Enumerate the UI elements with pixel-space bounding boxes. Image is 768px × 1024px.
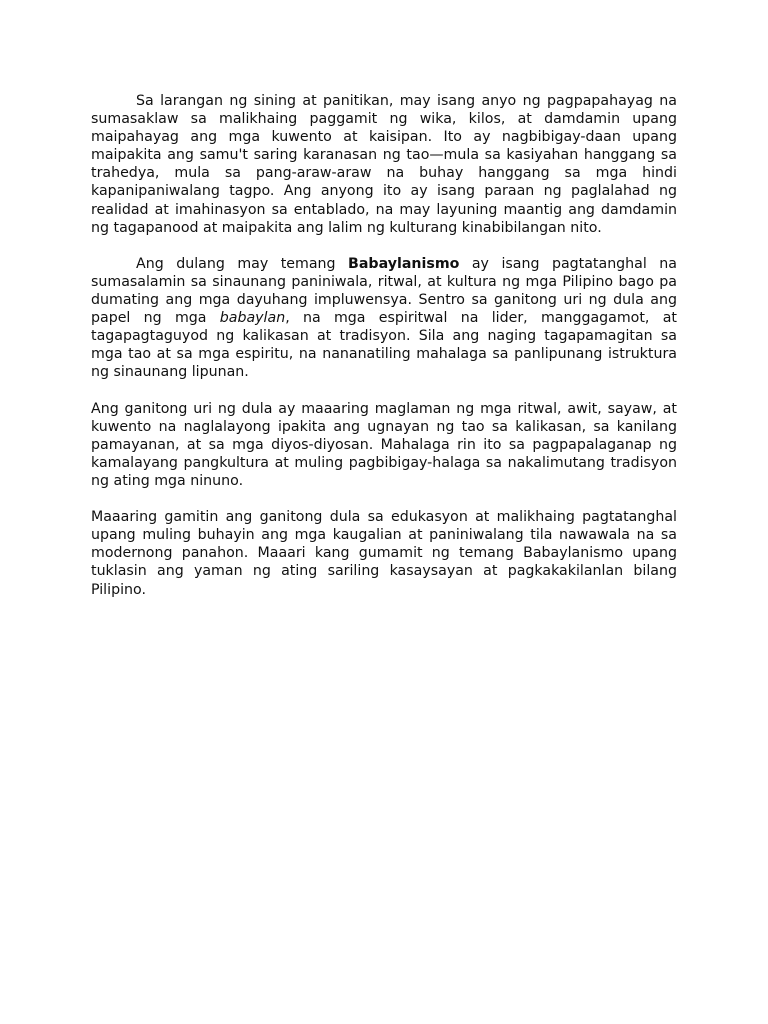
- paragraph-3: Ang ganitong uri ng dula ay maaaring maglaman ng mga ritwal, awit, sayaw, at kuwento na naglalayong ipakita ang ugnayan ng tao sa kalikasan, sa kanilang pamayanan, at sa mga diyos-diyosan. Mahalaga rin ito sa pagpapalaganap ng kamalayang pangkultura at muling pagbibigay-halaga sa nakalimutang tradisyon ng ating mga ninuno.: [91, 400, 677, 489]
- bold-term-babaylanismo: Babaylanismo: [348, 255, 460, 272]
- paragraph-2-intro: Ang dulang may temang: [136, 255, 349, 272]
- italic-term-babaylan: babaylan: [219, 310, 286, 327]
- paragraph-1: Sa larangan ng sining at panitikan, may isang anyo ng pagpapahayag na sumasaklaw sa malikhaing paggamit ng wika, kilos, at damdamin upang maipahayag ang mga kuwento at kaisipan. Ito ay nagbibigay-daan upang maipakita ang samu't saring karanasan ng tao—mula sa kasiyahan hanggang sa trahedya, mula sa pang-araw-araw na buhay hanggang sa mga hindi kapanipaniwalang tagpo. Ang anyong ito ay isang paraan ng paglalahad ng realidad at imahinasyon sa entablado, na may layuning maantig ang damdamin ng tagapanood at maipakita ang lalim ng kulturang kinabibilangan nito.: [91, 93, 677, 236]
- paragraph-2-middle: ay isang pagtatanghal na sumasalamin sa sinaunang paniniwala, ritwal, at kultura ng mga Pilipino bago pa dumating ang mga dayuhang impluwensya. Sentro sa ganitong uri ng dula ang papel ng mga: [91, 255, 677, 327]
- paragraph-4: Maaaring gamitin ang ganitong dula sa edukasyon at malikhaing pagtatanghal upang muling buhayin ang mga kaugalian at paniniwalang tila nawawala na sa modernong panahon. Maaari kang gumamit ng temang Babaylanismo upang tuklasin ang yaman ng ating sariling kasaysayan at pagkakakilanlan bilang Pilipino.: [91, 509, 677, 598]
- document-body: [91, 92, 677, 617]
- paragraph-2: [91, 255, 677, 382]
- paragraph-2-end: , na mga espiritwal na lider, manggagamot, at tagapagtaguyod ng kalikasan at tradisyon. Sila ang naging tagapamagitan sa mga tao at sa mga espiritu, na nananatiling mahalaga sa panlipunang istruktura ng sinaunang lipunan.: [91, 310, 677, 381]
